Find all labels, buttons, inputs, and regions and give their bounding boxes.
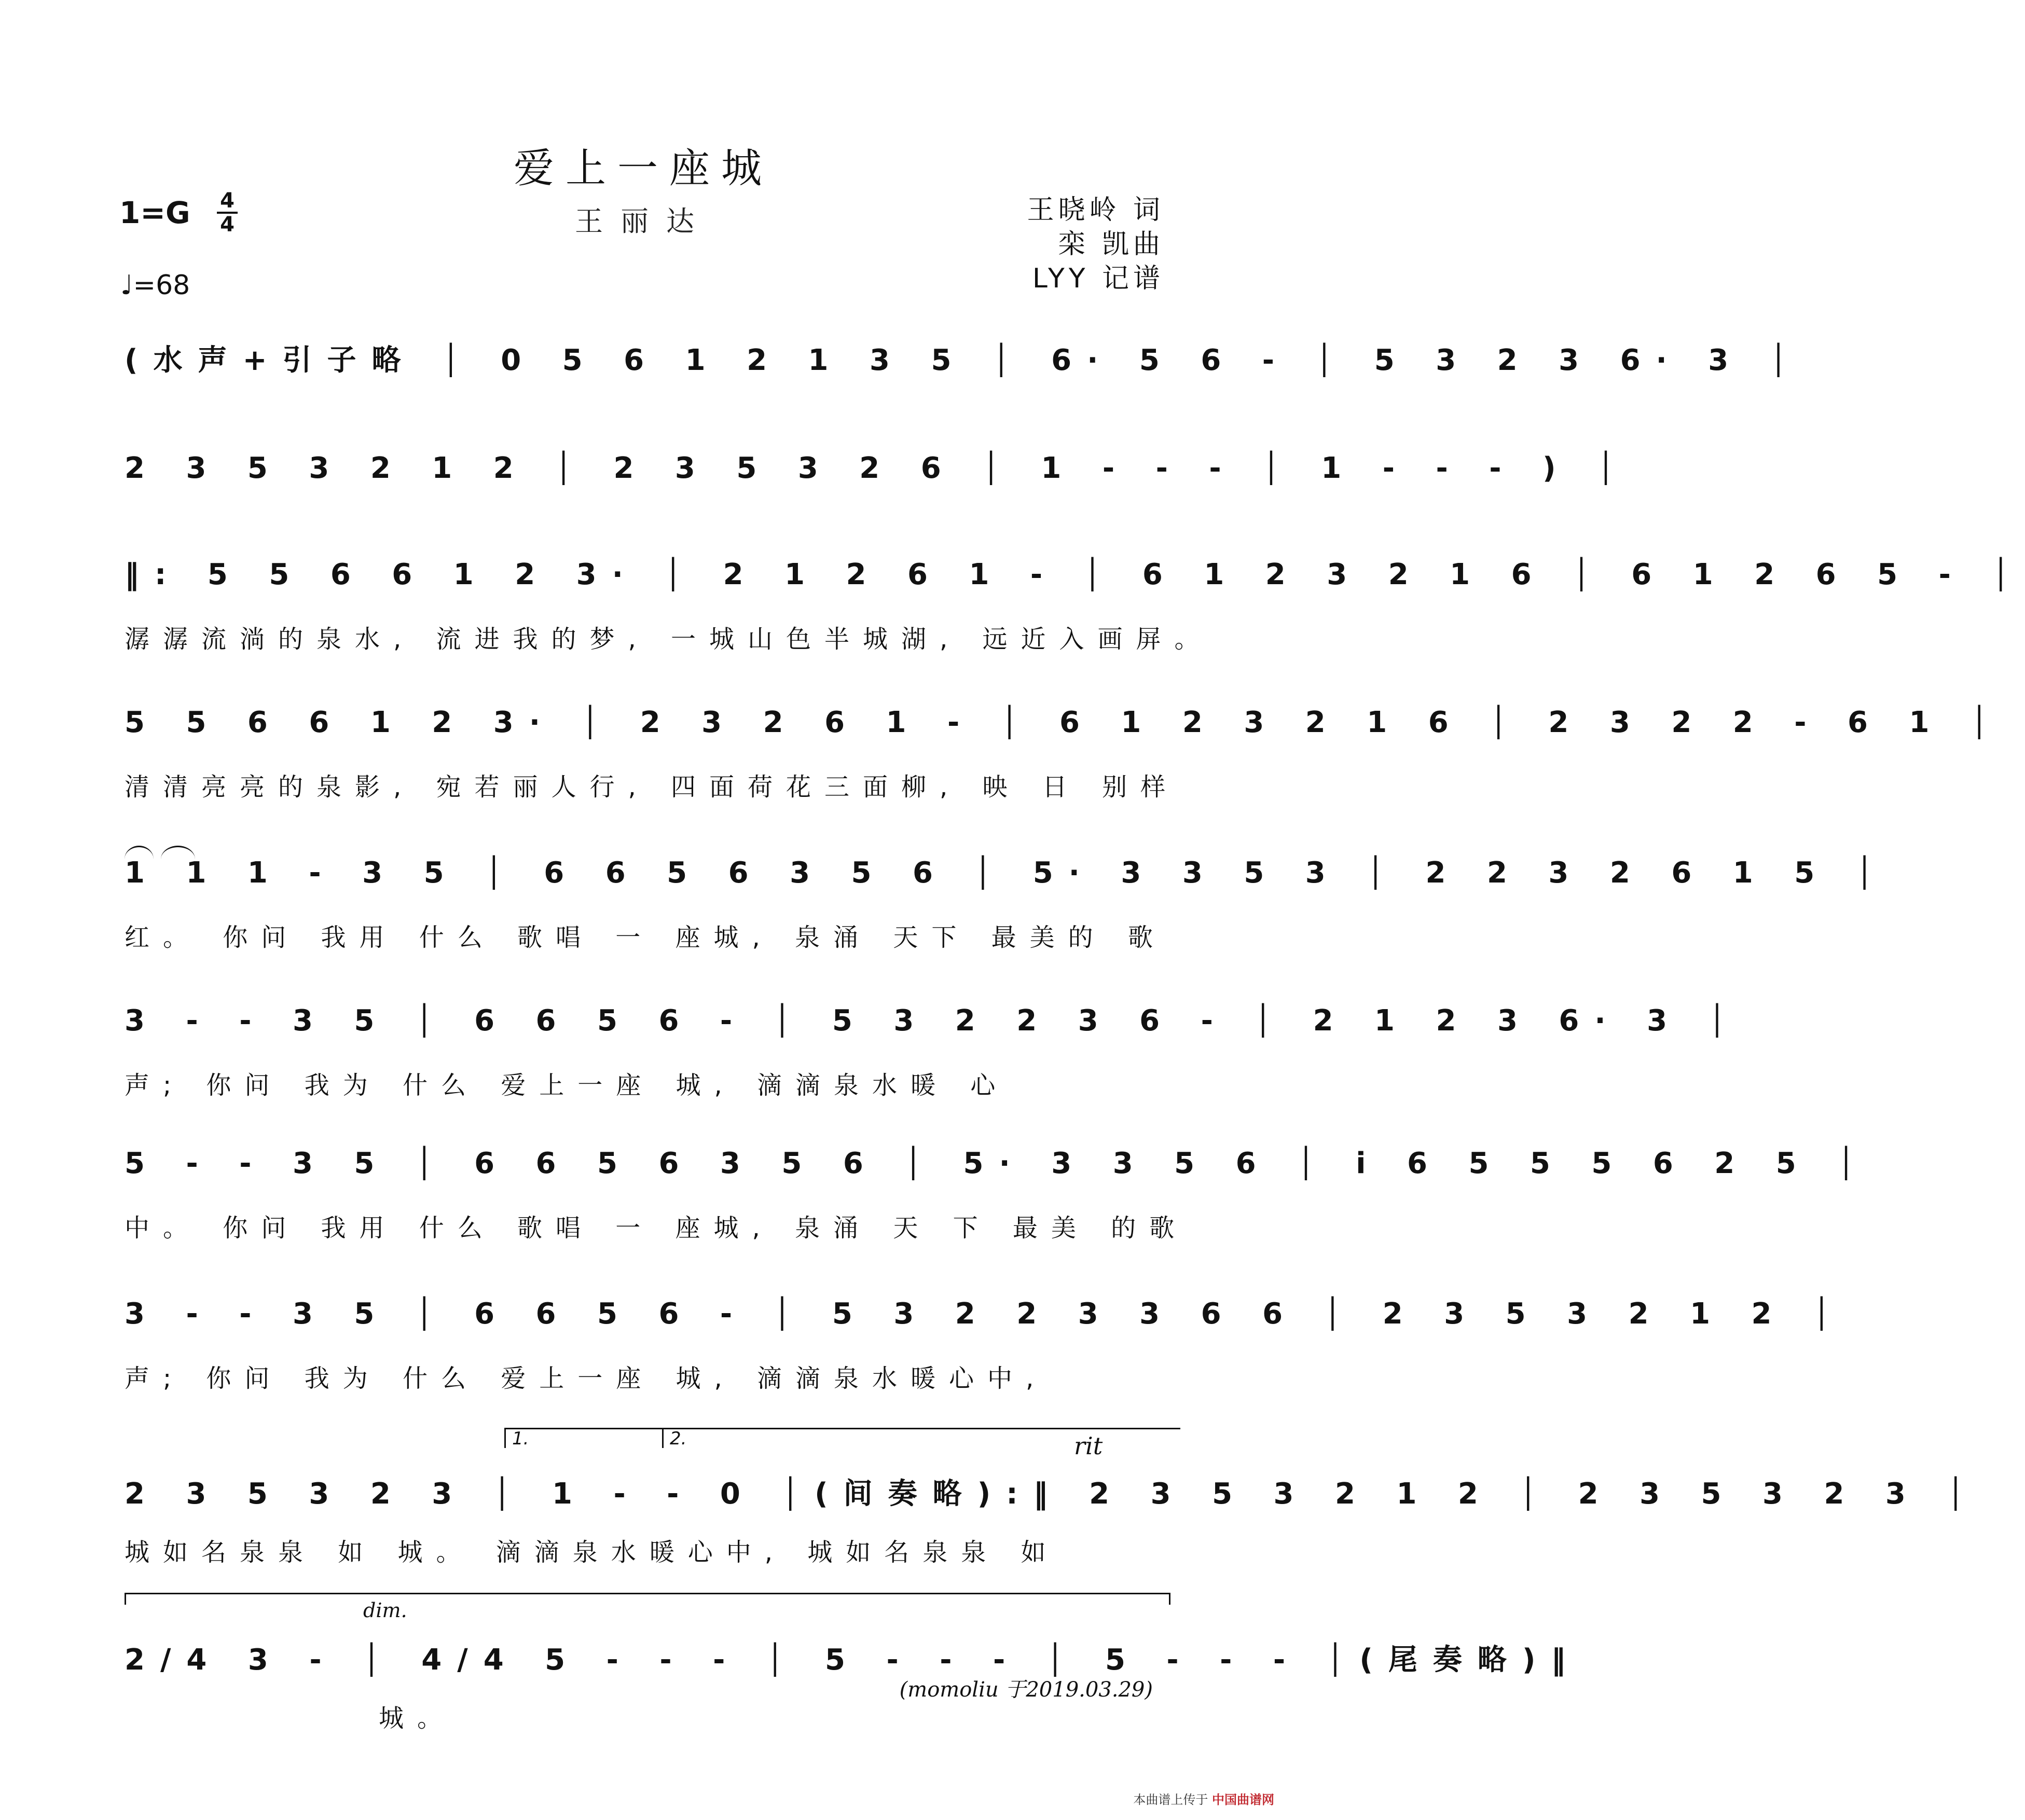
key-signature: 1=G (119, 195, 190, 230)
final-bracket (125, 1593, 1170, 1605)
notation-line: 1 1 1 - 3 5 │ 6 6 5 6 3 5 6 │ 5· 3 3 5 3 │ 2 2 3 2 6 1 5 │ (125, 856, 1889, 890)
footer-text: 本曲谱上传于 (1133, 1793, 1208, 1807)
singer: 王丽达 (575, 205, 712, 238)
time-signature-top: 4 (220, 189, 235, 213)
notation-line: 3 - - 3 5 │ 6 6 5 6 - │ 5 3 2 2 3 3 6 6 │ 2 3 5 3 2 1 2 │ (125, 1297, 1846, 1331)
lyrics-line: 声; 你问 我为 什么 爱上一座 城, 滴滴泉水暖心中, (125, 1364, 1048, 1393)
time-signature (217, 191, 238, 235)
footer (1133, 1789, 1274, 1808)
time-signature-bottom: 4 (220, 213, 235, 237)
notation-line: 3 - - 3 5 │ 6 6 5 6 - │ 5 3 2 2 3 6 - │ 2 1 2 3 6· 3 │ (125, 1004, 1742, 1038)
notation-line: 2/4 3 - │ 4/4 5 - - - │ 5 - - - │ 5 - - - │(尾奏略)‖ (125, 1643, 1581, 1677)
lyrics-line: 潺潺流淌的泉水, 流进我的梦, 一城山色半城湖, 远近入画屏。 (125, 625, 1213, 654)
credits (1027, 193, 1164, 296)
lyrics-line: 城如名泉泉 如 城。 滴滴泉水暖心中, 城如名泉泉 如 (125, 1538, 1059, 1567)
page-title: 爱上一座城 (513, 145, 773, 192)
lyrics-line: 红。 你问 我用 什么 歌唱 一 座城, 泉涌 天下 最美的 歌 (125, 923, 1166, 952)
lyrics-line: 城。 (379, 1704, 456, 1733)
second-ending: 2. (662, 1428, 1180, 1448)
notation-line: 2 3 5 3 2 1 2 │ 2 3 5 3 2 6 │ 1 - - - │ 1 - - - ) │ (125, 451, 1630, 485)
notation-line: 5 5 6 6 1 2 3· │ 2 3 2 6 1 - │ 6 1 2 3 2 1 6 │ 2 3 2 2 - 6 1 │ (125, 706, 2004, 739)
dim-marking: dim. (363, 1599, 407, 1622)
lyricist-credit: 王晓岭 词 (1027, 195, 1164, 226)
notation-line: 2 3 5 3 2 3 │ 1 - - 0 │(间奏略):‖ 2 3 5 3 2 1 2 │ 2 3 5 3 2 3 │ (125, 1477, 1980, 1511)
tempo-marking: ♩=68 (120, 270, 190, 301)
site-logo: 中国曲谱网 (1212, 1793, 1274, 1807)
notation-line: ‖: 5 5 6 6 1 2 3· │ 2 1 2 6 1 - │ 6 1 2 3 2 1 6 │ 6 1 2 6 5 - │ (125, 558, 2025, 591)
composer-credit: 栾 凯曲 (1058, 229, 1164, 260)
transcriber-signature: (momoliu 于2019.03.29) (899, 1678, 1153, 1702)
lyrics-line: 清清亮亮的泉影, 宛若丽人行, 四面荷花三面柳, 映 日 别样 (125, 773, 1179, 802)
notation-line: (水声+引子略 │ 0 5 6 1 2 1 3 5 │ 6· 5 6 - │ 5 3 2 3 6· 3 │ (125, 343, 1803, 377)
lyrics-line: 中。 你问 我用 什么 歌唱 一 座城, 泉涌 天 下 最美 的歌 (125, 1214, 1188, 1243)
first-ending: 1. (504, 1428, 668, 1448)
notation-line: 5 - - 3 5 │ 6 6 5 6 3 5 6 │ 5· 3 3 5 6 │ i 6 5 5 5 6 2 5 │ (125, 1147, 1870, 1180)
rit-marking: rit (1074, 1432, 1103, 1460)
lyrics-line: 声; 你问 我为 什么 爱上一座 城, 滴滴泉水暖 心 (125, 1071, 1009, 1100)
transcriber-credit: LYY 记谱 (1032, 263, 1164, 294)
